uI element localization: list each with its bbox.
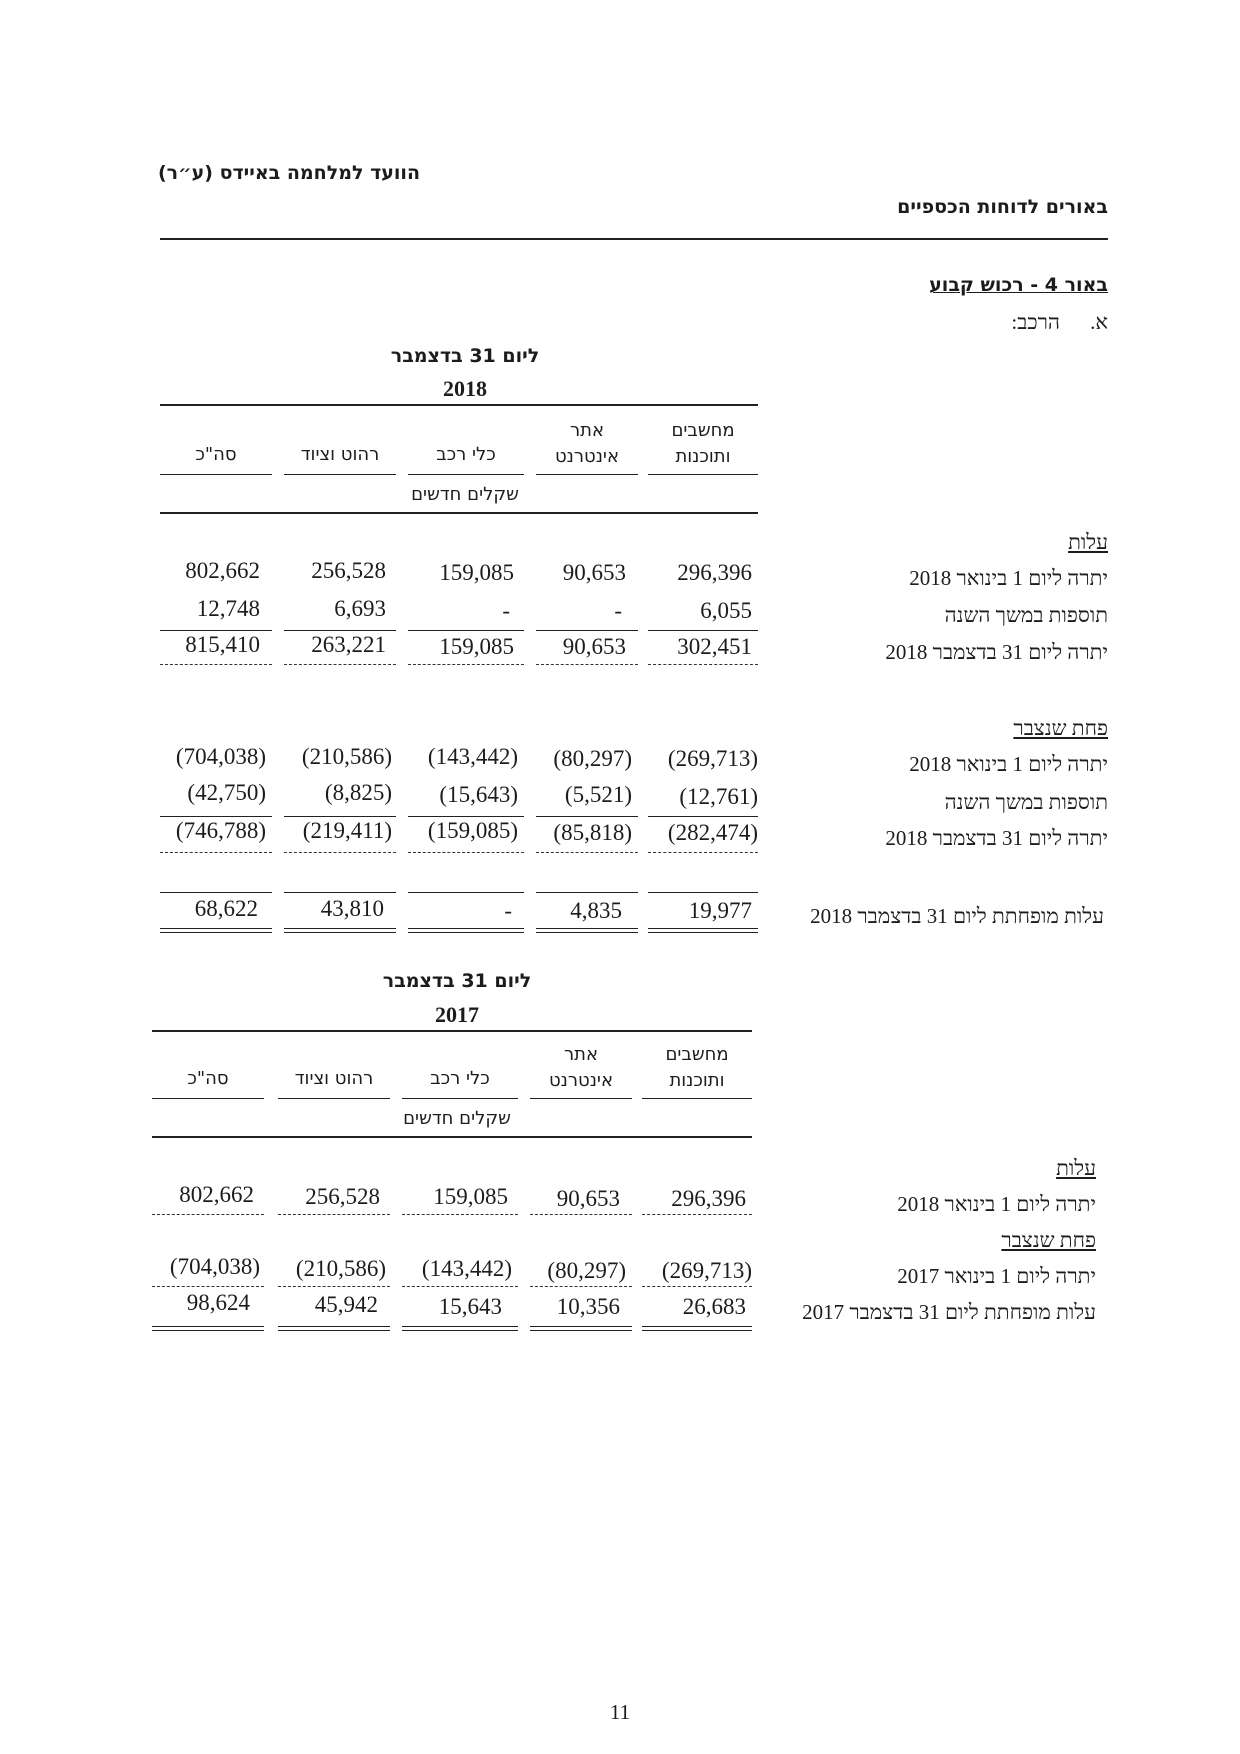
col-header-furniture: רהוט וציוד bbox=[300, 444, 380, 465]
double-rule bbox=[648, 928, 758, 933]
col-rule bbox=[648, 474, 758, 475]
cell-website: 90,653 bbox=[562, 560, 626, 585]
dashed-rule bbox=[284, 852, 396, 853]
cell-furniture: (219,411) bbox=[302, 818, 392, 843]
cell-vehicles: 159,085 bbox=[439, 560, 514, 585]
section-letter: א. bbox=[1090, 310, 1108, 334]
dashed-rule bbox=[152, 1286, 264, 1287]
row-label: יתרה ליום 31 בדצמבר 2018 bbox=[885, 640, 1108, 664]
col-rule bbox=[530, 1098, 632, 1099]
cell-vehicles: - bbox=[504, 898, 512, 923]
year-2018: 2018 bbox=[443, 376, 487, 401]
cell-vehicles: 159,085 bbox=[439, 634, 514, 659]
subtotal-rule bbox=[160, 630, 272, 631]
net-top-rule bbox=[160, 892, 272, 893]
dashed-rule bbox=[530, 1214, 632, 1215]
col-rule bbox=[152, 1098, 264, 1099]
cell-vehicles: - bbox=[502, 598, 510, 623]
currency-rule-2018 bbox=[160, 512, 758, 514]
col-rule bbox=[642, 1098, 752, 1099]
row-label: יתרה ליום 31 בדצמבר 2018 bbox=[885, 826, 1108, 850]
period-label-2017: ליום 31 בדצמבר bbox=[382, 970, 532, 992]
net-top-rule bbox=[284, 892, 396, 893]
cell-furniture: (210,586) bbox=[301, 744, 392, 769]
cell-computers: 296,396 bbox=[671, 1186, 746, 1211]
subtotal-rule bbox=[408, 630, 524, 631]
cell-total: (704,038) bbox=[175, 744, 266, 769]
currency-label-2018: שקלים חדשים bbox=[411, 484, 519, 505]
cell-computers: 6,055 bbox=[700, 598, 752, 623]
dashed-rule bbox=[642, 1286, 752, 1287]
cell-computers: (269,713) bbox=[661, 1258, 752, 1283]
cell-total: (704,038) bbox=[169, 1254, 260, 1279]
header-rule bbox=[160, 238, 1108, 240]
year-rule-2017 bbox=[152, 1030, 752, 1032]
col-rule bbox=[536, 474, 638, 475]
cell-website: - bbox=[614, 598, 622, 623]
row-label: יתרה ליום 1 בינואר 2018 bbox=[909, 566, 1108, 590]
cell-furniture: 256,528 bbox=[311, 558, 386, 583]
subtotal-rule bbox=[536, 630, 638, 631]
dashed-rule bbox=[408, 852, 524, 853]
double-rule bbox=[408, 928, 524, 933]
cell-computers: 302,451 bbox=[677, 634, 752, 659]
cell-furniture: 43,810 bbox=[320, 896, 384, 921]
cost-header-2018: עלות bbox=[1068, 530, 1108, 554]
row-label: יתרה ליום 1 בינואר 2018 bbox=[909, 752, 1108, 776]
double-rule bbox=[402, 1326, 518, 1331]
dashed-rule bbox=[284, 664, 396, 665]
cell-total: 802,662 bbox=[185, 558, 260, 583]
cell-vehicles: (159,085) bbox=[427, 818, 518, 843]
double-rule bbox=[152, 1326, 264, 1331]
cell-total: 802,662 bbox=[179, 1182, 254, 1207]
dashed-rule bbox=[160, 664, 272, 665]
subtotal-rule bbox=[284, 816, 396, 817]
cell-website: (5,521) bbox=[564, 782, 632, 807]
year-rule-2018 bbox=[160, 404, 758, 406]
row-label: עלות מופחתת ליום 31 בדצמבר 2017 bbox=[802, 1300, 1096, 1324]
currency-rule-2017 bbox=[152, 1136, 752, 1138]
cell-website: (80,297) bbox=[553, 746, 632, 771]
cell-website: (80,297) bbox=[547, 1258, 626, 1283]
report-title: באורים לדוחות הכספיים bbox=[897, 196, 1108, 218]
depr-header-2017: פחת שנצבר bbox=[1001, 1228, 1096, 1252]
col-header-website: אתר אינטרנט bbox=[549, 1044, 613, 1091]
year-2017: 2017 bbox=[435, 1002, 479, 1027]
dashed-rule bbox=[408, 664, 524, 665]
net-top-rule bbox=[408, 892, 524, 893]
cell-computers: 296,396 bbox=[677, 560, 752, 585]
cell-computers: 26,683 bbox=[682, 1294, 746, 1319]
col-rule bbox=[160, 474, 272, 475]
cell-website: 10,356 bbox=[556, 1294, 620, 1319]
cell-computers: 19,977 bbox=[688, 898, 752, 923]
col-header-website: אתר אינטרנט bbox=[555, 420, 619, 467]
section-title: הרכב: bbox=[1011, 310, 1060, 334]
org-name: הוועד למלחמה באיידס (ע״ר) bbox=[158, 162, 421, 184]
double-rule bbox=[284, 928, 396, 933]
net-top-rule bbox=[648, 892, 758, 893]
double-rule bbox=[278, 1326, 390, 1331]
cell-vehicles: (143,442) bbox=[427, 744, 518, 769]
subtotal-rule bbox=[648, 816, 758, 817]
currency-label-2017: שקלים חדשים bbox=[403, 1108, 511, 1129]
cell-furniture: 256,528 bbox=[305, 1184, 380, 1209]
row-label: תוספות במשך השנה bbox=[944, 790, 1108, 814]
page-number: 11 bbox=[609, 1700, 631, 1724]
dashed-rule bbox=[278, 1286, 390, 1287]
note-title: באור 4 - רכוש קבוע bbox=[929, 274, 1108, 296]
double-rule bbox=[160, 928, 272, 933]
cell-vehicles: 15,643 bbox=[438, 1294, 502, 1319]
row-label: תוספות במשך השנה bbox=[944, 603, 1108, 627]
double-rule bbox=[530, 1326, 632, 1331]
cell-vehicles: (143,442) bbox=[421, 1256, 512, 1281]
row-label: יתרה ליום 1 בינואר 2017 bbox=[897, 1264, 1096, 1288]
dashed-rule bbox=[642, 1214, 752, 1215]
dashed-rule bbox=[648, 664, 758, 665]
dashed-rule bbox=[278, 1214, 390, 1215]
subtotal-rule bbox=[536, 816, 638, 817]
col-header-vehicles: כלי רכב bbox=[436, 444, 496, 465]
subtotal-rule bbox=[160, 816, 272, 817]
cell-total: 98,624 bbox=[186, 1290, 250, 1315]
period-label-2018: ליום 31 בדצמבר bbox=[390, 345, 540, 367]
cell-computers: (12,761) bbox=[679, 784, 758, 809]
cell-vehicles: 159,085 bbox=[433, 1184, 508, 1209]
depr-header-2018: פחת שנצבר bbox=[1013, 716, 1108, 740]
col-rule bbox=[402, 1098, 518, 1099]
double-rule bbox=[536, 928, 638, 933]
cell-furniture: 263,221 bbox=[311, 632, 386, 657]
col-header-computers: מחשבים ותוכנות bbox=[665, 1044, 729, 1091]
col-header-total: סה"כ bbox=[187, 1068, 229, 1089]
subtotal-rule bbox=[408, 816, 524, 817]
col-header-vehicles: כלי רכב bbox=[430, 1068, 490, 1089]
row-label: עלות מופחתת ליום 31 בדצמבר 2018 bbox=[810, 904, 1104, 928]
subtotal-rule bbox=[284, 630, 396, 631]
cell-website: 4,835 bbox=[570, 898, 622, 923]
dashed-rule bbox=[160, 852, 272, 853]
cell-computers: (269,713) bbox=[667, 746, 758, 771]
dashed-rule bbox=[530, 1286, 632, 1287]
cell-total: 815,410 bbox=[185, 632, 260, 657]
cell-computers: (282,474) bbox=[667, 820, 758, 845]
double-rule bbox=[642, 1326, 752, 1331]
dashed-rule bbox=[152, 1214, 264, 1215]
cell-website: 90,653 bbox=[556, 1186, 620, 1211]
net-top-rule bbox=[536, 892, 638, 893]
cell-total: (746,788) bbox=[175, 818, 266, 843]
col-header-computers: מחשבים ותוכנות bbox=[671, 420, 735, 467]
col-rule bbox=[408, 474, 524, 475]
dashed-rule bbox=[402, 1214, 518, 1215]
cell-website: 90,653 bbox=[562, 634, 626, 659]
cell-furniture: (210,586) bbox=[295, 1256, 386, 1281]
col-header-furniture: רהוט וציוד bbox=[294, 1068, 374, 1089]
cell-total: (42,750) bbox=[187, 780, 266, 805]
cell-vehicles: (15,643) bbox=[439, 782, 518, 807]
col-header-total: סה"כ bbox=[195, 444, 237, 465]
subtotal-rule bbox=[648, 630, 758, 631]
dashed-rule bbox=[536, 852, 638, 853]
col-rule bbox=[278, 1098, 390, 1099]
cell-furniture: 45,942 bbox=[314, 1292, 378, 1317]
col-rule bbox=[284, 474, 396, 475]
dashed-rule bbox=[536, 664, 638, 665]
cost-header-2017: עלות bbox=[1056, 1156, 1096, 1180]
dashed-rule bbox=[648, 852, 758, 853]
row-label: יתרה ליום 1 בינואר 2018 bbox=[897, 1192, 1096, 1216]
cell-total: 12,748 bbox=[196, 596, 260, 621]
cell-furniture: 6,693 bbox=[334, 596, 386, 621]
cell-furniture: (8,825) bbox=[324, 780, 392, 805]
dashed-rule bbox=[402, 1286, 518, 1287]
cell-website: (85,818) bbox=[553, 820, 632, 845]
cell-total: 68,622 bbox=[194, 896, 258, 921]
